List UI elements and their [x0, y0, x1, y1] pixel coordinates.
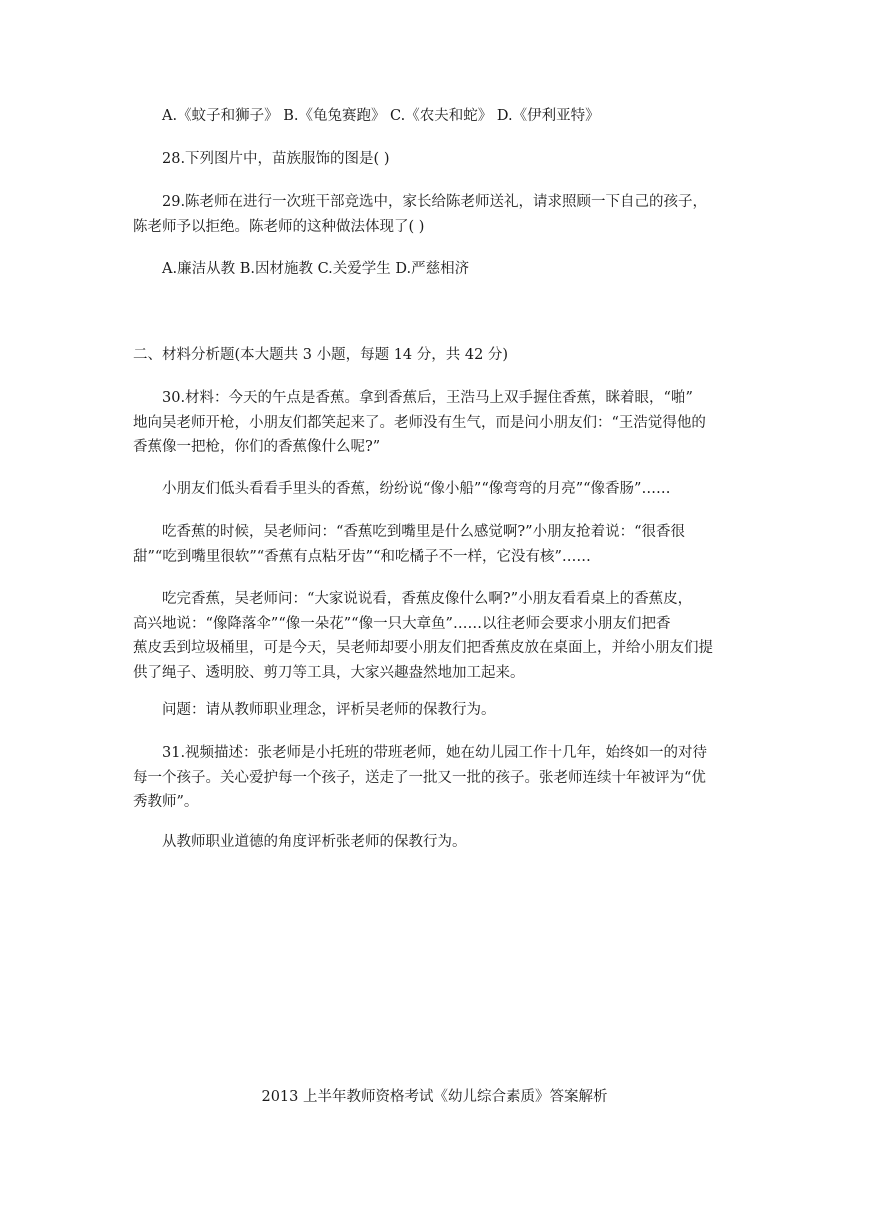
footer-title: 2013 上半年教师资格考试《幼儿综合素质》答案解析	[261, 1089, 608, 1105]
q30-material-p4: 吃完香蕉，吴老师问：“大家说说看，香蕉皮像什么啊?”小朋友看看桌上的香蕉皮， 高兴地说：“像降落伞”“像一朵花”“像一只大章鱼”……以往老师会要求小朋友们把香 蕉皮丢到垃圾桶里，可是今天，吴老师却要小朋友们把香蕉皮放在桌面上，并给小朋友们提 供了绳子、透明胶、剪刀等工具，大家兴趣盎然地加工起来。	[133, 591, 713, 681]
q29-options: A.廉洁从教 B.因材施教 C.关爱学生 D.严慈相济	[162, 261, 470, 277]
q27-options: A.《蚊子和狮子》 B.《龟兔赛跑》 C.《农夫和蛇》 D.《伊利亚特》	[162, 108, 600, 124]
section2-heading: 二、材料分析题(本大题共 3 小题，每题 14 分，共 42 分)	[133, 347, 509, 363]
q28-question: 28.下列图片中，苗族服饰的图是( )	[162, 151, 390, 167]
q30-question: 问题：请从教师职业理念，评析吴老师的保教行为。	[162, 702, 496, 718]
q29-question: 29.陈老师在进行一次班干部竞选中，家长给陈老师送礼，请求照顾一下自己的孩子， 陈老师予以拒绝。陈老师的这种做法体现了( )	[133, 194, 708, 235]
q30-material-p3: 吃香蕉的时候，吴老师问：“香蕉吃到嘴里是什么感觉啊?”小朋友抢着说：“很香很 甜”“吃到嘴里很软”“香蕉有点粘牙齿”“和吃橘子不一样，它没有核”……	[133, 524, 686, 565]
q31-question: 从教师职业道德的角度评析张老师的保教行为。	[162, 834, 467, 850]
q30-material-p2: 小朋友们低头看看手里头的香蕉，纷纷说“像小船”“像弯弯的月亮”“像香肠”……	[162, 481, 671, 497]
q30-material-p1: 30.材料：今天的午点是香蕉。拿到香蕉后，王浩马上双手握住香蕉，眯着眼，“啪” 地向吴老师开枪，小朋友们都笑起来了。老师没有生气，而是问小朋友们：“王浩觉得他的 香蕉像一把枪，你们的香蕉像什么呢?”	[133, 390, 706, 455]
q31-description: 31.视频描述：张老师是小托班的带班老师，她在幼儿园工作十几年，始终如一的对待 每一个孩子。关心爱护每一个孩子，送走了一批又一批的孩子。张老师连续十年被评为“优 秀教师”。	[133, 745, 708, 810]
